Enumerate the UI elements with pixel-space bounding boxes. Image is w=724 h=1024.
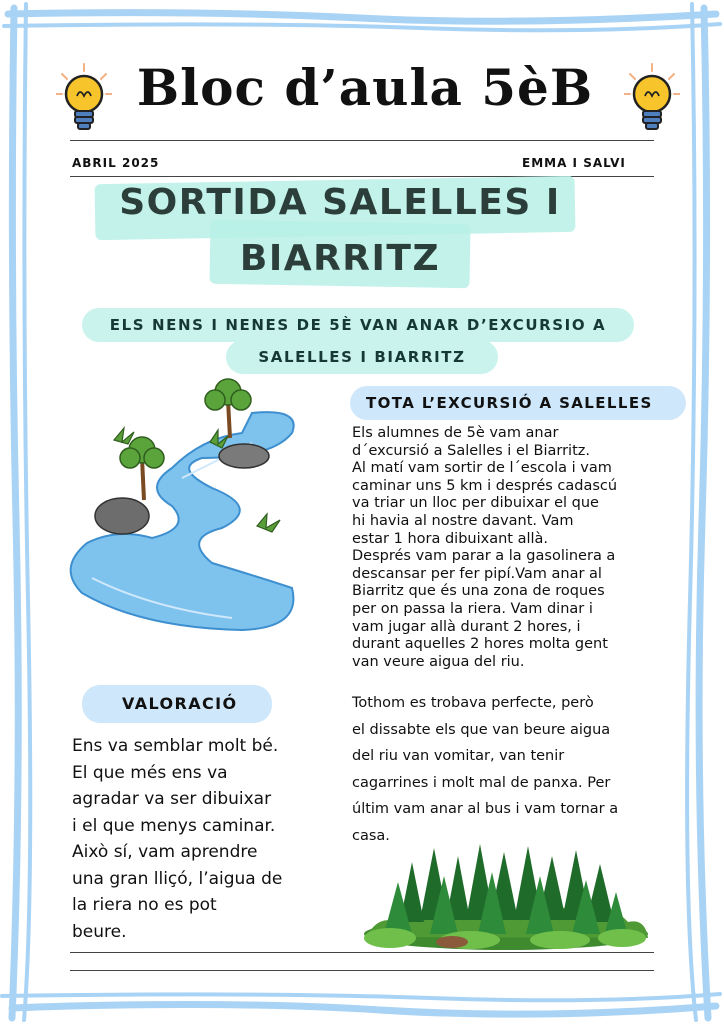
divider (70, 970, 654, 971)
article-line: durant aquelles 2 hores molta gent (352, 636, 608, 653)
valoracio-line: la riera no es pot (72, 895, 217, 915)
article-line: per on passa la riera. Vam dinar i (352, 600, 593, 617)
lightbulb-icon (56, 62, 112, 142)
article-line: últim vam anar al bus i vam tornar a (352, 801, 619, 817)
valoracio-line: Ens va semblar molt bé. (72, 736, 279, 756)
article-heading: TOTA L’EXCURSIÓ A SALELLES (366, 394, 653, 412)
headline-line1: SORTIDA SALELLES I (119, 182, 561, 223)
article-line: Els alumnes de 5è vam anar (352, 425, 559, 441)
headline-line2: BIARRITZ (239, 238, 441, 279)
valoracio-line: agradar va ser dibuixar (72, 789, 272, 809)
article-line: d´excursió a Salelles i el Biarritz. (352, 442, 590, 459)
subtitle-line1: ELS NENS I NENES DE 5È VAN ANAR D’EXCURSIO A (109, 316, 607, 334)
authors: EMMA I SALVI (522, 156, 626, 170)
article-line: caminar uns 5 km i després cadascú (352, 477, 618, 494)
article-line: el dissabte els que van beure aigua (352, 721, 611, 738)
article-line: cagarrines i molt mal de panxa. Per (352, 774, 611, 791)
article-line: descansar per fer pipí.Vam anar al (352, 565, 602, 582)
valoracio-line: beure. (72, 921, 127, 942)
valoracio-line: El que més ens va (72, 762, 228, 783)
valoracio-line: i el que menys caminar. (72, 815, 276, 836)
valoracio-line: Això sí, vam aprendre (72, 842, 258, 862)
article-line: Biarritz que és una zona de roques (352, 583, 605, 600)
article-line: casa. (352, 827, 390, 844)
forest-illustration (360, 842, 652, 950)
article-line: van veure aigua del riu. (352, 653, 525, 670)
lightbulb-icon (624, 62, 680, 142)
article-line: vam jugar allà durant 2 hores, i (352, 618, 581, 635)
divider (70, 952, 654, 953)
article-line: Tothom es trobava perfecte, però (352, 695, 594, 711)
valoracio-body (72, 733, 342, 945)
issue-date: ABRIL 2025 (72, 156, 160, 170)
article-line: del riu van vomitar, van tenir (352, 748, 565, 764)
newspaper-title: Bloc d’aula 5èB (136, 58, 594, 117)
article-line: hi havia al nostre davant. Vam (352, 512, 574, 529)
river-illustration (62, 378, 312, 638)
divider (70, 140, 654, 141)
subtitle-line2: SALELLES I BIARRITZ (258, 348, 466, 366)
article-body-continued (352, 690, 697, 849)
valoracio-line: una gran lliçó, l’aigua de (72, 868, 283, 889)
article-body (352, 425, 697, 671)
article-line: Després vam parar a la gasolinera a (352, 548, 616, 565)
article-line: va triar un lloc per dibuixar el que (352, 495, 599, 512)
valoracio-heading: VALORACIÓ (122, 694, 238, 713)
article-line: Al matí vam sortir de l´escola i vam (352, 460, 612, 477)
article-line: estar 1 hora dibuixant allà. (352, 530, 549, 547)
